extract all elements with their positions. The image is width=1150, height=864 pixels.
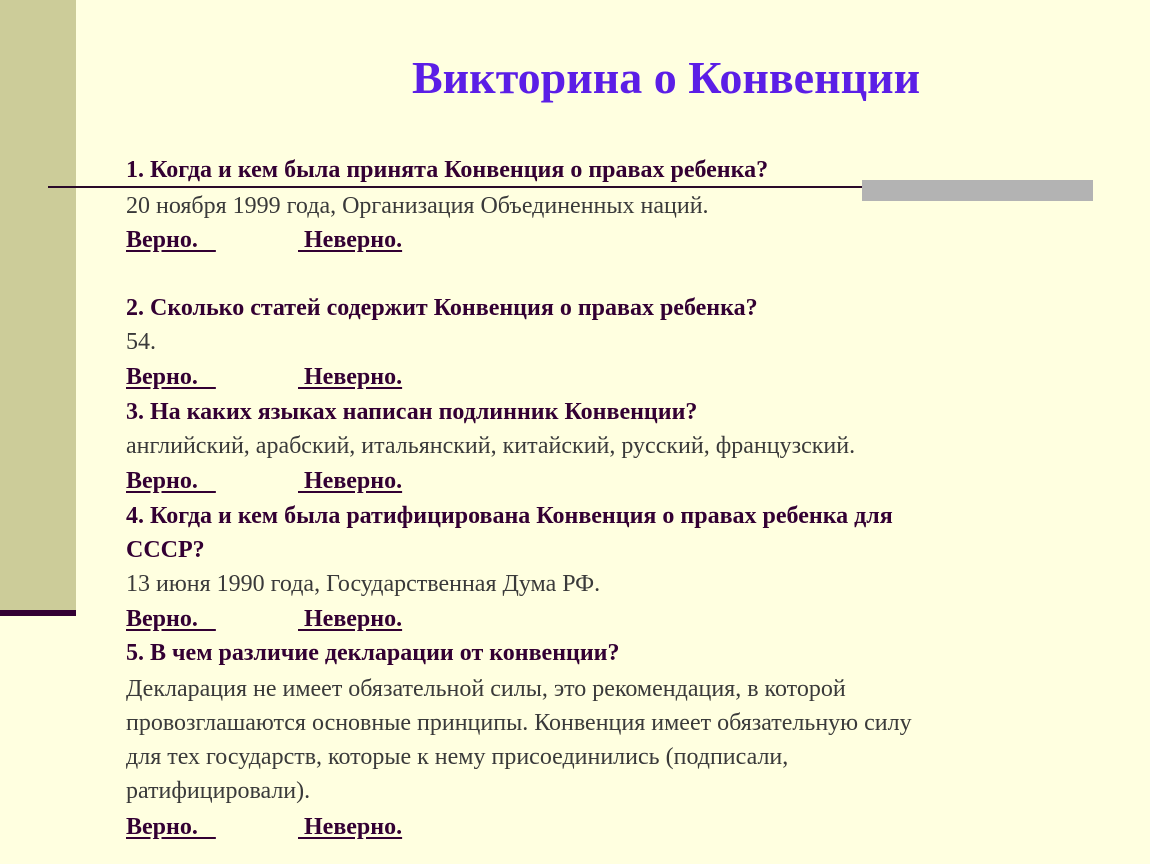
correct-button-3[interactable]: Верно. bbox=[126, 468, 216, 494]
question-2: 2. Сколько статей содержит Конвенция о правах ребенка? bbox=[126, 295, 758, 321]
page-title: Викторина о Конвенции bbox=[412, 52, 921, 103]
correct-button-5[interactable]: Верно. bbox=[126, 814, 216, 840]
incorrect-button-2[interactable]: Неверно. bbox=[298, 364, 403, 390]
left-decor-band-edge bbox=[0, 610, 76, 616]
answer-1: 20 ноября 1999 года, Организация Объединенных наций. bbox=[126, 193, 709, 219]
correct-button-4[interactable]: Верно. bbox=[126, 606, 216, 632]
incorrect-button-5[interactable]: Неверно. bbox=[298, 814, 403, 840]
answer-5-line-4: ратифицировали). bbox=[126, 778, 311, 804]
answer-4-buttons bbox=[126, 603, 526, 635]
question-4-line-2: СССР? bbox=[126, 537, 205, 563]
question-3: 3. На каких языках написан подлинник Конвенции? bbox=[126, 399, 698, 425]
correct-button-1[interactable]: Верно. bbox=[126, 227, 216, 253]
answer-5-line-3: для тех государств, которые к нему присоединились (подписали, bbox=[126, 744, 789, 770]
title-divider-bar bbox=[862, 180, 1093, 201]
answer-5-buttons bbox=[126, 811, 526, 843]
correct-button-2[interactable]: Верно. bbox=[126, 364, 216, 390]
incorrect-button-1[interactable]: Неверно. bbox=[298, 227, 403, 253]
answer-5-line-1: Декларация не имеет обязательной силы, это рекомендация, в которой bbox=[126, 676, 846, 702]
answer-1-buttons bbox=[126, 224, 526, 256]
answer-5-line-2: провозглашаются основные принципы. Конвенция имеет обязательную силу bbox=[126, 710, 912, 736]
answer-2-buttons bbox=[126, 361, 526, 393]
question-4-line-1: 4. Когда и кем была ратифицирована Конвенция о правах ребенка для bbox=[126, 503, 893, 529]
incorrect-button-3[interactable]: Неверно. bbox=[298, 468, 403, 494]
question-5: 5. В чем различие декларации от конвенции? bbox=[126, 640, 620, 666]
answer-3-buttons bbox=[126, 465, 526, 497]
answer-2: 54. bbox=[126, 329, 156, 355]
answer-4: 13 июня 1990 года, Государственная Дума РФ. bbox=[126, 571, 601, 597]
answer-3: английский, арабский, итальянский, китайский, русский, французский. bbox=[126, 433, 856, 459]
left-decor-band bbox=[0, 0, 76, 612]
incorrect-button-4[interactable]: Неверно. bbox=[298, 606, 403, 632]
question-1: 1. Когда и кем была принята Конвенция о правах ребенка? bbox=[126, 157, 769, 183]
